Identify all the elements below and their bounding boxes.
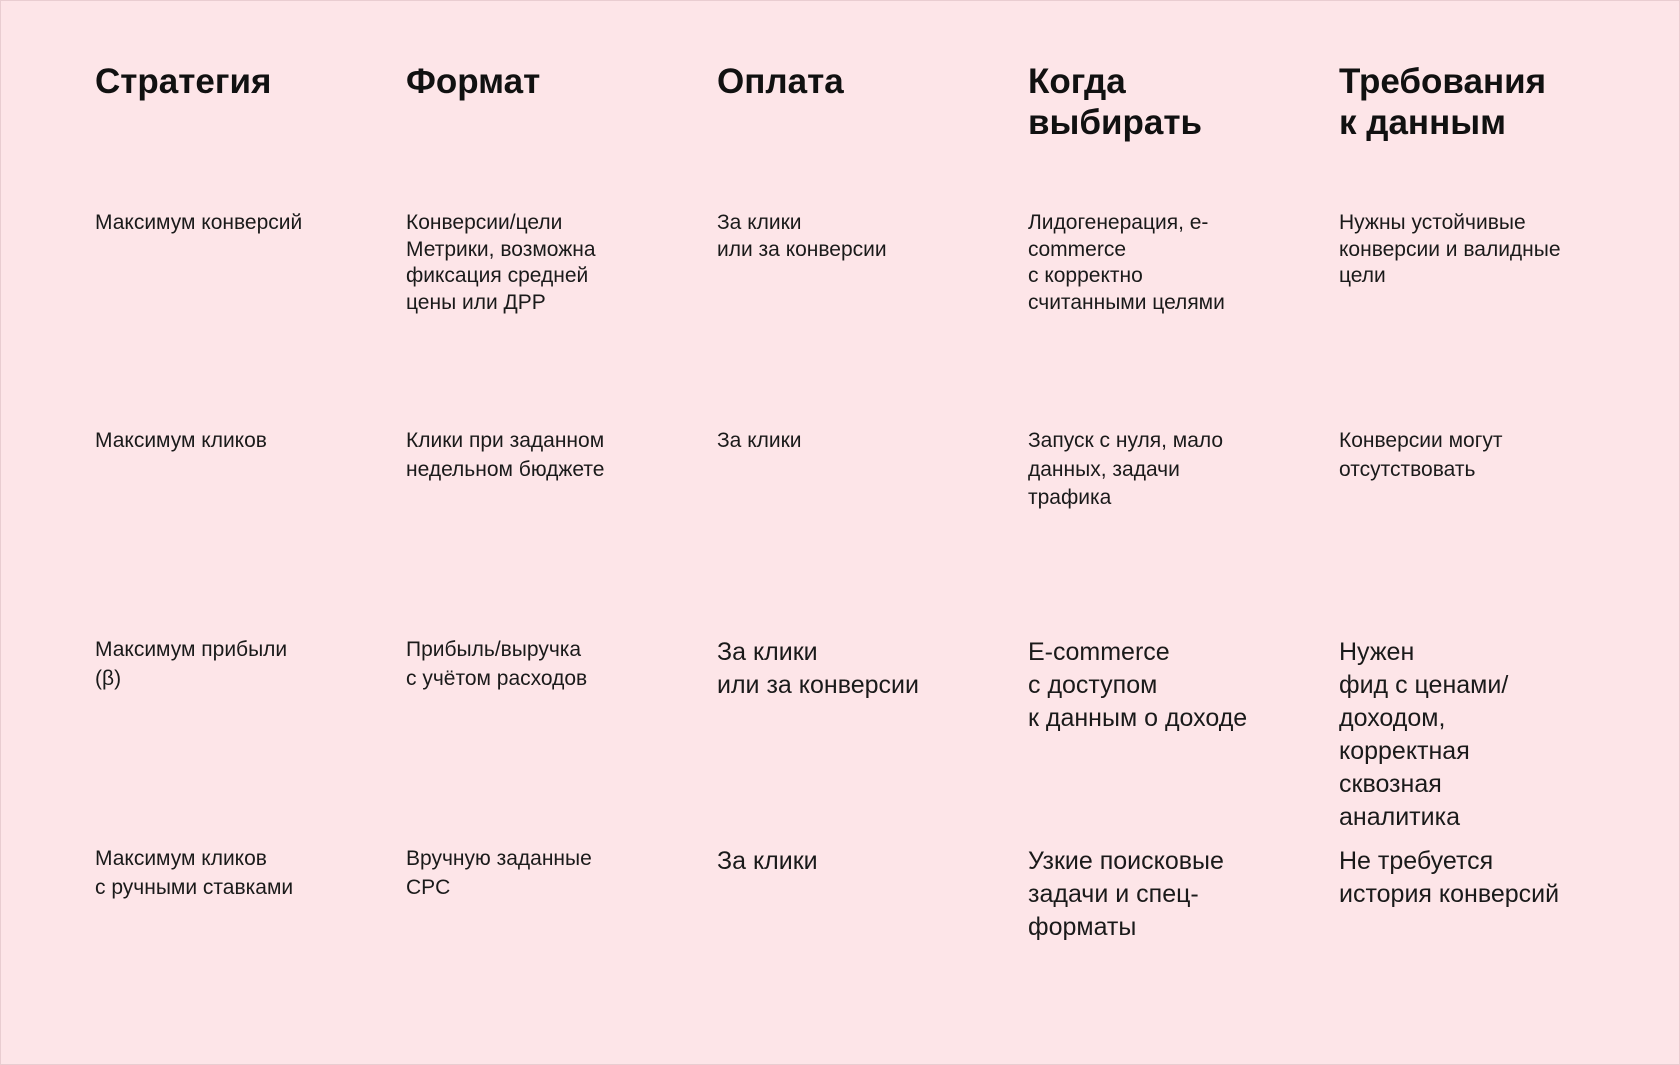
cell-strategy: Максимум прибыли (β) [95, 638, 288, 690]
cell-data-requirements: Конверсии могут отсутствовать [1339, 429, 1503, 481]
cell-strategy: Максимум конверсий [95, 211, 303, 234]
header-format: Формат [406, 62, 541, 101]
header-payment: Оплата [717, 62, 844, 101]
cell-payment: За клики [717, 429, 802, 452]
cell-data-requirements: Не требуется история конверсий [1339, 847, 1560, 908]
cell-payment: За клики или за конверсии [717, 638, 919, 699]
cell-payment: За клики или за конверсии [717, 211, 887, 261]
cell-when-to-choose: Лидогенерация, e- commerce с корректно считанными целями [1028, 211, 1225, 314]
cell-payment: За клики [717, 847, 818, 875]
cell-strategy: Максимум кликов с ручными ставками [95, 847, 294, 899]
cell-when-to-choose: E-commerce с доступом к данным о доходе [1028, 638, 1248, 732]
cell-strategy: Максимум кликов [95, 429, 267, 452]
cell-when-to-choose: Узкие поисковые задачи и спец- форматы [1028, 847, 1224, 941]
cell-format: Клики при заданном недельном бюджете [406, 429, 605, 481]
header-when-to-choose: Когда выбирать [1028, 62, 1203, 142]
cell-data-requirements: Нужны устойчивые конверсии и валидные цели [1339, 211, 1561, 287]
cell-format: Вручную заданные CPC [406, 847, 592, 899]
cell-data-requirements: Нужен фид с ценами/ доходом, корректная сквозная аналитика [1339, 638, 1509, 831]
cell-format: Конверсии/цели Метрики, возможна фиксация средней цены или ДРР [406, 211, 596, 314]
header-data-requirements: Требования к данным [1339, 62, 1547, 142]
header-strategy: Стратегия [95, 62, 272, 101]
cell-when-to-choose: Запуск с нуля, мало данных, задачи трафика [1028, 429, 1224, 509]
cell-format: Прибыль/выручка с учётом расходов [406, 638, 588, 690]
